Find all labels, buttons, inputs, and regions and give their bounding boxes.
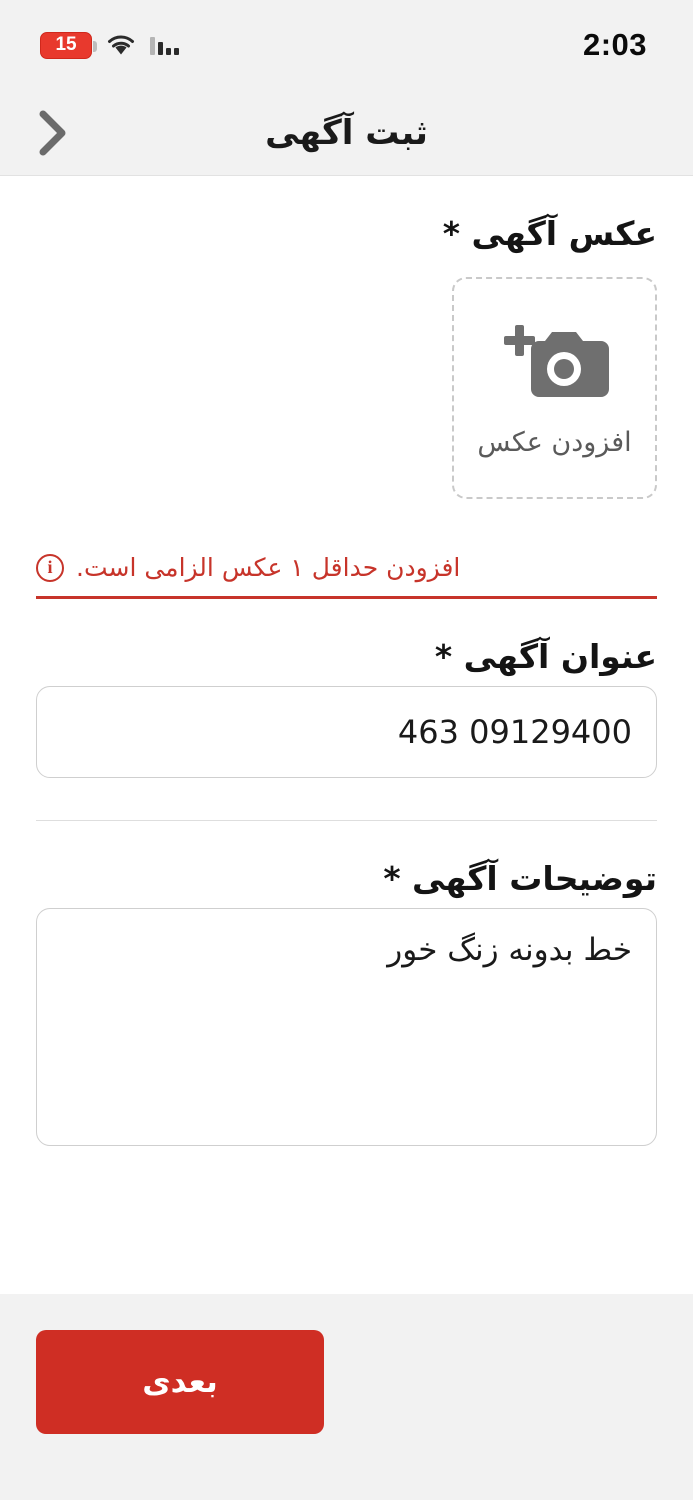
section-divider — [36, 820, 657, 821]
photo-picker-row — [36, 263, 657, 499]
nav-bar — [0, 90, 693, 176]
description-field-label: توضیحات آگهی * — [383, 859, 657, 898]
ad-title-input[interactable] — [36, 686, 657, 778]
page-title: ثبت آگهی — [265, 112, 428, 153]
title-field-label: عنوان آگهی * — [434, 637, 657, 676]
battery-level: 15 — [55, 34, 77, 55]
wifi-icon — [106, 34, 136, 56]
form-content — [0, 176, 693, 1294]
next-button[interactable]: بعدی — [36, 1330, 324, 1434]
chevron-right-icon[interactable] — [24, 105, 80, 161]
status-indicators — [40, 32, 179, 59]
info-circle-icon: i — [36, 554, 64, 582]
add-photo-button[interactable] — [452, 277, 657, 499]
cellular-signal-icon — [150, 35, 179, 55]
status-bar — [0, 0, 693, 90]
ad-description-input[interactable] — [36, 908, 657, 1146]
status-time: 2:03 — [582, 27, 647, 62]
photo-section-label: عکس آگهی * — [442, 214, 657, 253]
battery-icon — [40, 32, 92, 59]
add-photo-label: افزودن عکس — [477, 426, 632, 458]
photo-error-text: افزودن حداقل ۱ عکس الزامی است. — [76, 553, 461, 582]
photo-error-message — [36, 553, 657, 599]
bottom-action-bar — [0, 1294, 693, 1500]
camera-add-icon — [501, 319, 609, 405]
